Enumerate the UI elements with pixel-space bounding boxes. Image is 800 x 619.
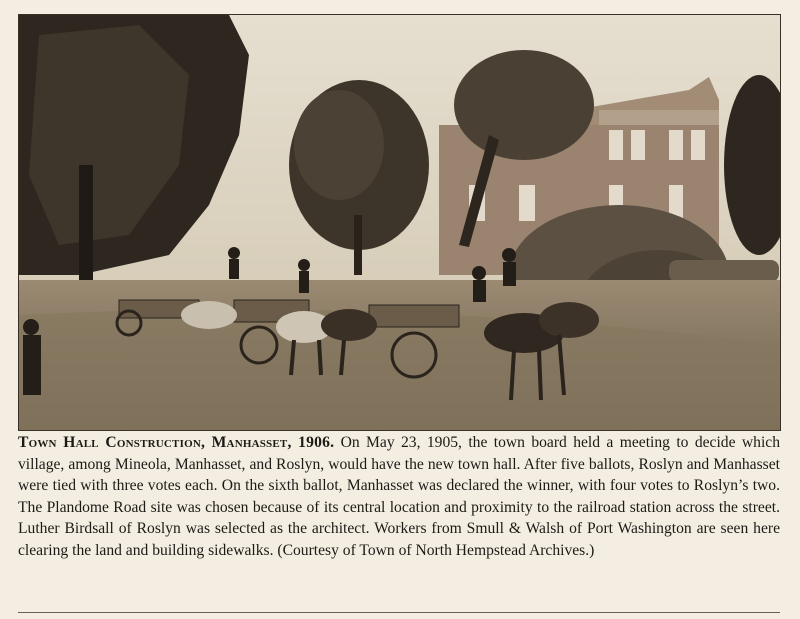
photo-caption (18, 432, 780, 562)
bottom-divider (18, 612, 780, 613)
caption-body: On May 23, 1905, the town board held a meeting to decide which village, among Mineola, Manhasset, and Roslyn, would have the new town hall. After five ballots, Roslyn and Manhasset were tied with three votes each. On the sixth ballot, Manhasset was declared the winner, with four votes to Roslyn’s two. The Plandome Road site was chosen because of its central location and proximity to the railroad station across the street. Luther Birdsall of Roslyn was selected as the architect. Workers from Smull & Walsh of Port Washington are seen here clearing the land and building sidewalks. (Courtesy of Town of North Hempstead Archives.) (18, 434, 781, 559)
caption-headline: Town Hall Construction, Manhasset, 1906. (18, 434, 335, 451)
photo-illustration (19, 15, 780, 430)
historic-photograph (18, 14, 781, 431)
